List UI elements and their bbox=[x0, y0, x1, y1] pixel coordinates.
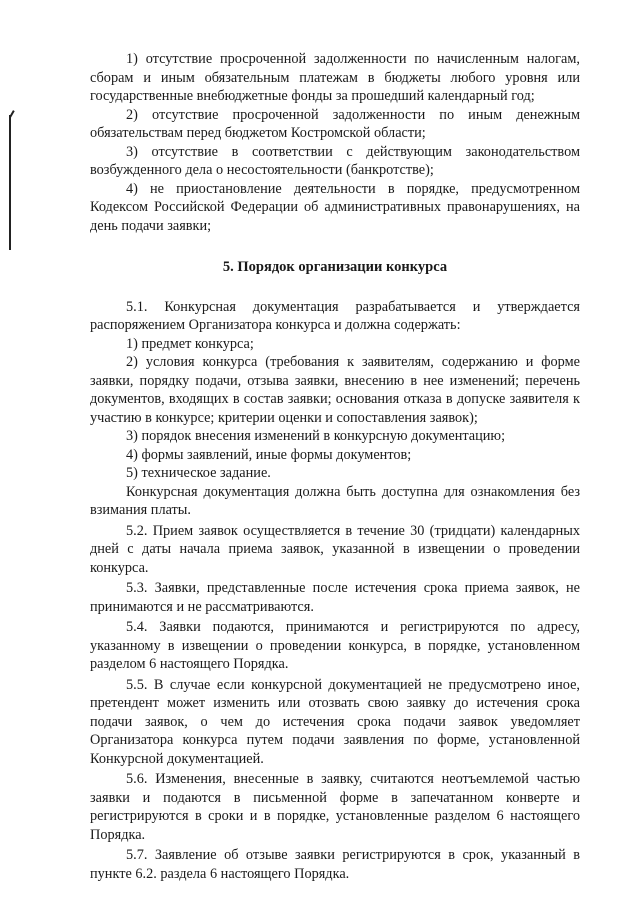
clause-5-3: 5.3. Заявки, представленные после истечения срока приема заявок, не принимаются и не рассматриваются. bbox=[90, 580, 580, 615]
document-body bbox=[90, 50, 580, 883]
clause-5-1-item-1: 1) предмет конкурса; bbox=[126, 335, 254, 352]
clause-5-5: 5.5. В случае если конкурсной документацией не предусмотрено иное, претендент может изменить или отозвать свою заявку до истечения срока подачи заявок, о чем до истечения срока подачи заявок уведомляет Организатора конкурса путем подачи заявления по форме, установленной Конкурсной документацией. bbox=[90, 676, 580, 767]
clause-5-1-item-2: 2) условия конкурса (требования к заявителям, содержанию и форме заявки, порядку подачи, отзыва заявки, внесению в нее изменений; перечень документов, входящих в состав заявки; основания отказа в допуске заявителя к участию в конкурсе; критерии оценки и сопоставления заявок); bbox=[90, 354, 580, 426]
requirement-item-2: 2) отсутствие просроченной задолженности по иным денежным обязательствам перед бюджетом Костромской области; bbox=[90, 106, 580, 141]
requirement-item-4: 4) не приостановление деятельности в порядке, предусмотренном Кодексом Российской Федерации об административных правонарушениях, на день подачи заявки; bbox=[90, 180, 580, 234]
clause-5-7: 5.7. Заявление об отзыве заявки регистрируются в срок, указанный в пункте 6.2. раздела 6 настоящего Порядка. bbox=[90, 847, 580, 882]
clause-5-1-outro: Конкурсная документация должна быть доступна для ознакомления без взимания платы. bbox=[90, 483, 580, 518]
clause-5-1-intro: 5.1. Конкурсная документация разрабатывается и утверждается распоряжением Организатора конкурса и должна содержать: bbox=[90, 298, 580, 333]
clause-5-4: 5.4. Заявки подаются, принимаются и регистрируются по адресу, указанному в извещении о проведении конкурса, в порядке, установленном разделом 6 настоящего Порядка. bbox=[90, 619, 580, 672]
requirement-item-1: 1) отсутствие просроченной задолженности по начисленным налогам, сборам и иным обязательным платежам в бюджеты любого уровня или государственные внебюджетные фонды за прошедший календарный год; bbox=[90, 51, 580, 104]
clause-5-1-item-5: 5) техническое задание. bbox=[126, 465, 271, 481]
clause-5-2: 5.2. Прием заявок осуществляется в течение 30 (тридцати) календарных дней с даты начала приема заявок, указанной в извещении о проведении конкурса. bbox=[90, 522, 580, 576]
clause-5-6: 5.6. Изменения, внесенные в заявку, считаются неотъемлемой частью заявки и подаются в письменной форме в запечатанном конверте и регистрируются в сроки и в порядке, установленные разделом 6 настоящего Порядка. bbox=[90, 771, 580, 843]
requirement-item-3: 3) отсутствие в соответствии с действующим законодательством возбужденного дела о несостоятельности (банкротстве); bbox=[90, 143, 580, 178]
clause-5-1-item-4: 4) формы заявлений, иные формы документов; bbox=[126, 446, 412, 463]
section-heading: 5. Порядок организации конкурса bbox=[222, 259, 448, 275]
clause-5-1-item-3: 3) порядок внесения изменений в конкурсную документацию; bbox=[126, 428, 506, 444]
scan-artifact-mark bbox=[9, 115, 11, 250]
